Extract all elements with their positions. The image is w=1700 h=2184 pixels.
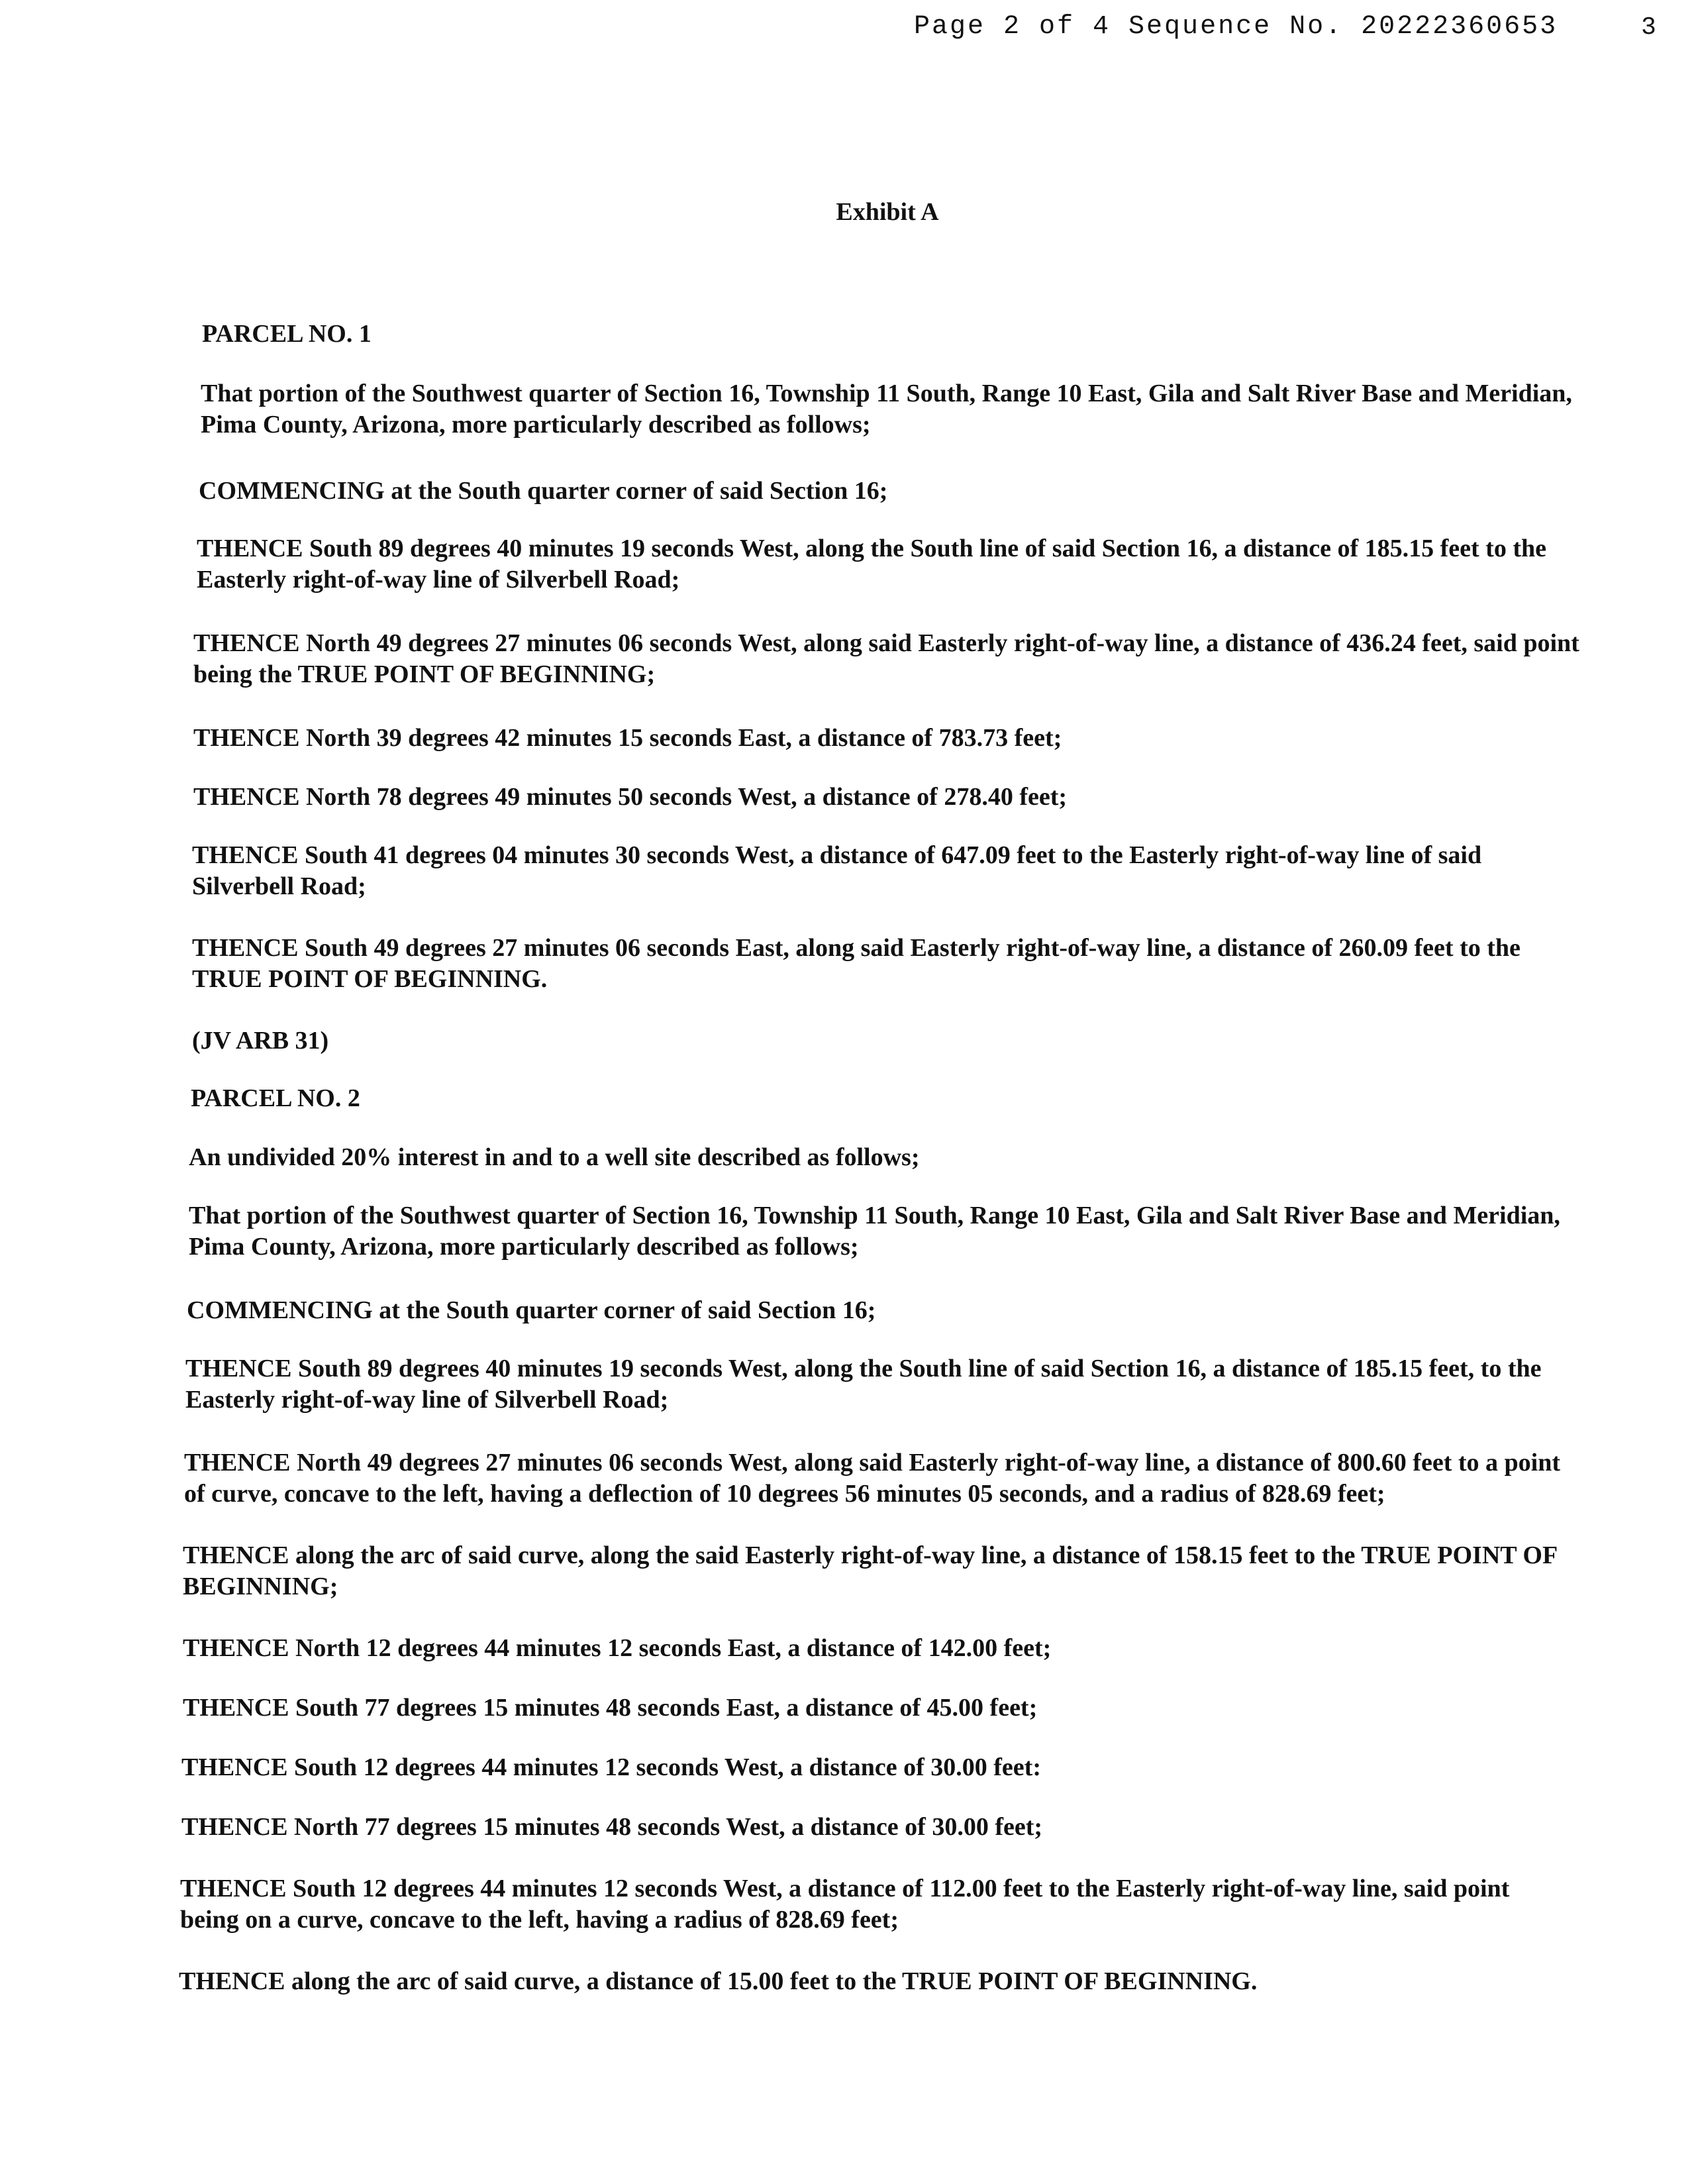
parcel2-commencing: COMMENCING at the South quarter corner of said Section 16; [187, 1296, 876, 1324]
parcel2-call-8: THENCE South 12 degrees 44 minutes 12 seconds West, a distance of 112.00 feet to the Easterly right-of-way line, said point being on a curve, concave to the left, having a radius of 828.69 feet; [180, 1875, 1510, 1934]
parcel1-intro: That portion of the Southwest quarter of Section 16, Township 11 South, Range 10 East, Gila and Salt River Base and Meridian, Pima County, Arizona, more particularly described as follows; [201, 380, 1572, 439]
parcel1-call-2: THENCE North 49 degrees 27 minutes 06 seconds West, along said Easterly right-of-way line, a distance of 436.24 feet, said point being the TRUE POINT OF BEGINNING; [193, 629, 1579, 688]
parcel2-call-4: THENCE North 12 degrees 44 minutes 12 seconds East, a distance of 142.00 feet; [183, 1634, 1052, 1662]
exhibit-title: Exhibit A [836, 198, 939, 226]
parcel2-interest: An undivided 20% interest in and to a well site described as follows; [189, 1143, 920, 1171]
parcel1-call-3: THENCE North 39 degrees 42 minutes 15 seconds East, a distance of 783.73 feet; [193, 724, 1062, 752]
parcel2-heading: PARCEL NO. 2 [191, 1084, 360, 1112]
parcel2-call-3: THENCE along the arc of said curve, along the said Easterly right-of-way line, a distance of 158.15 feet to the TRUE POINT OF BEGINNING; [183, 1541, 1557, 1600]
parcel2-intro: That portion of the Southwest quarter of Section 16, Township 11 South, Range 10 East, Gila and Salt River Base and Meridian, Pima County, Arizona, more particularly described as follows; [189, 1202, 1560, 1261]
parcel1-heading: PARCEL NO. 1 [202, 320, 372, 348]
parcel2-call-2: THENCE North 49 degrees 27 minutes 06 seconds West, along said Easterly right-of-way line, a distance of 800.60 feet to a point of curve, concave to the left, having a deflection of 10 degrees 56 minutes 05 seconds, and a radius of 828.69 feet; [184, 1449, 1560, 1508]
parcel2-call-5: THENCE South 77 degrees 15 minutes 48 seconds East, a distance of 45.00 feet; [183, 1694, 1038, 1722]
parcel1-call-1: THENCE South 89 degrees 40 minutes 19 seconds West, along the South line of said Section 16, a distance of 185.15 feet to the Easterly right-of-way line of Silverbell Road; [197, 535, 1546, 594]
parcel2-call-7: THENCE North 77 degrees 15 minutes 48 seconds West, a distance of 30.00 feet; [181, 1813, 1043, 1841]
parcel2-call-1: THENCE South 89 degrees 40 minutes 19 seconds West, along the South line of said Section 16, a distance of 185.15 feet, to the Easterly right-of-way line of Silverbell Road; [185, 1355, 1542, 1414]
parcel1-call-5: THENCE South 41 degrees 04 minutes 30 seconds West, a distance of 647.09 feet to the Easterly right-of-way line of said Silverbell Road; [192, 841, 1482, 900]
parcel1-commencing: COMMENCING at the South quarter corner of said Section 16; [199, 477, 888, 505]
edge-mark: 3 [1641, 13, 1656, 42]
parcel2-call-9: THENCE along the arc of said curve, a distance of 15.00 feet to the TRUE POINT OF BEGINNING. [179, 1967, 1258, 1995]
parcel1-call-4: THENCE North 78 degrees 49 minutes 50 seconds West, a distance of 278.40 feet; [193, 783, 1068, 811]
parcel1-call-6: THENCE South 49 degrees 27 minutes 06 seconds East, along said Easterly right-of-way line, a distance of 260.09 feet to the TRUE POINT OF BEGINNING. [192, 934, 1521, 993]
page-sequence-header: Page 2 of 4 Sequence No. 20222360653 [914, 12, 1558, 42]
parcel2-call-6: THENCE South 12 degrees 44 minutes 12 seconds West, a distance of 30.00 feet: [181, 1753, 1041, 1781]
parcel1-reference: (JV ARB 31) [192, 1027, 329, 1055]
